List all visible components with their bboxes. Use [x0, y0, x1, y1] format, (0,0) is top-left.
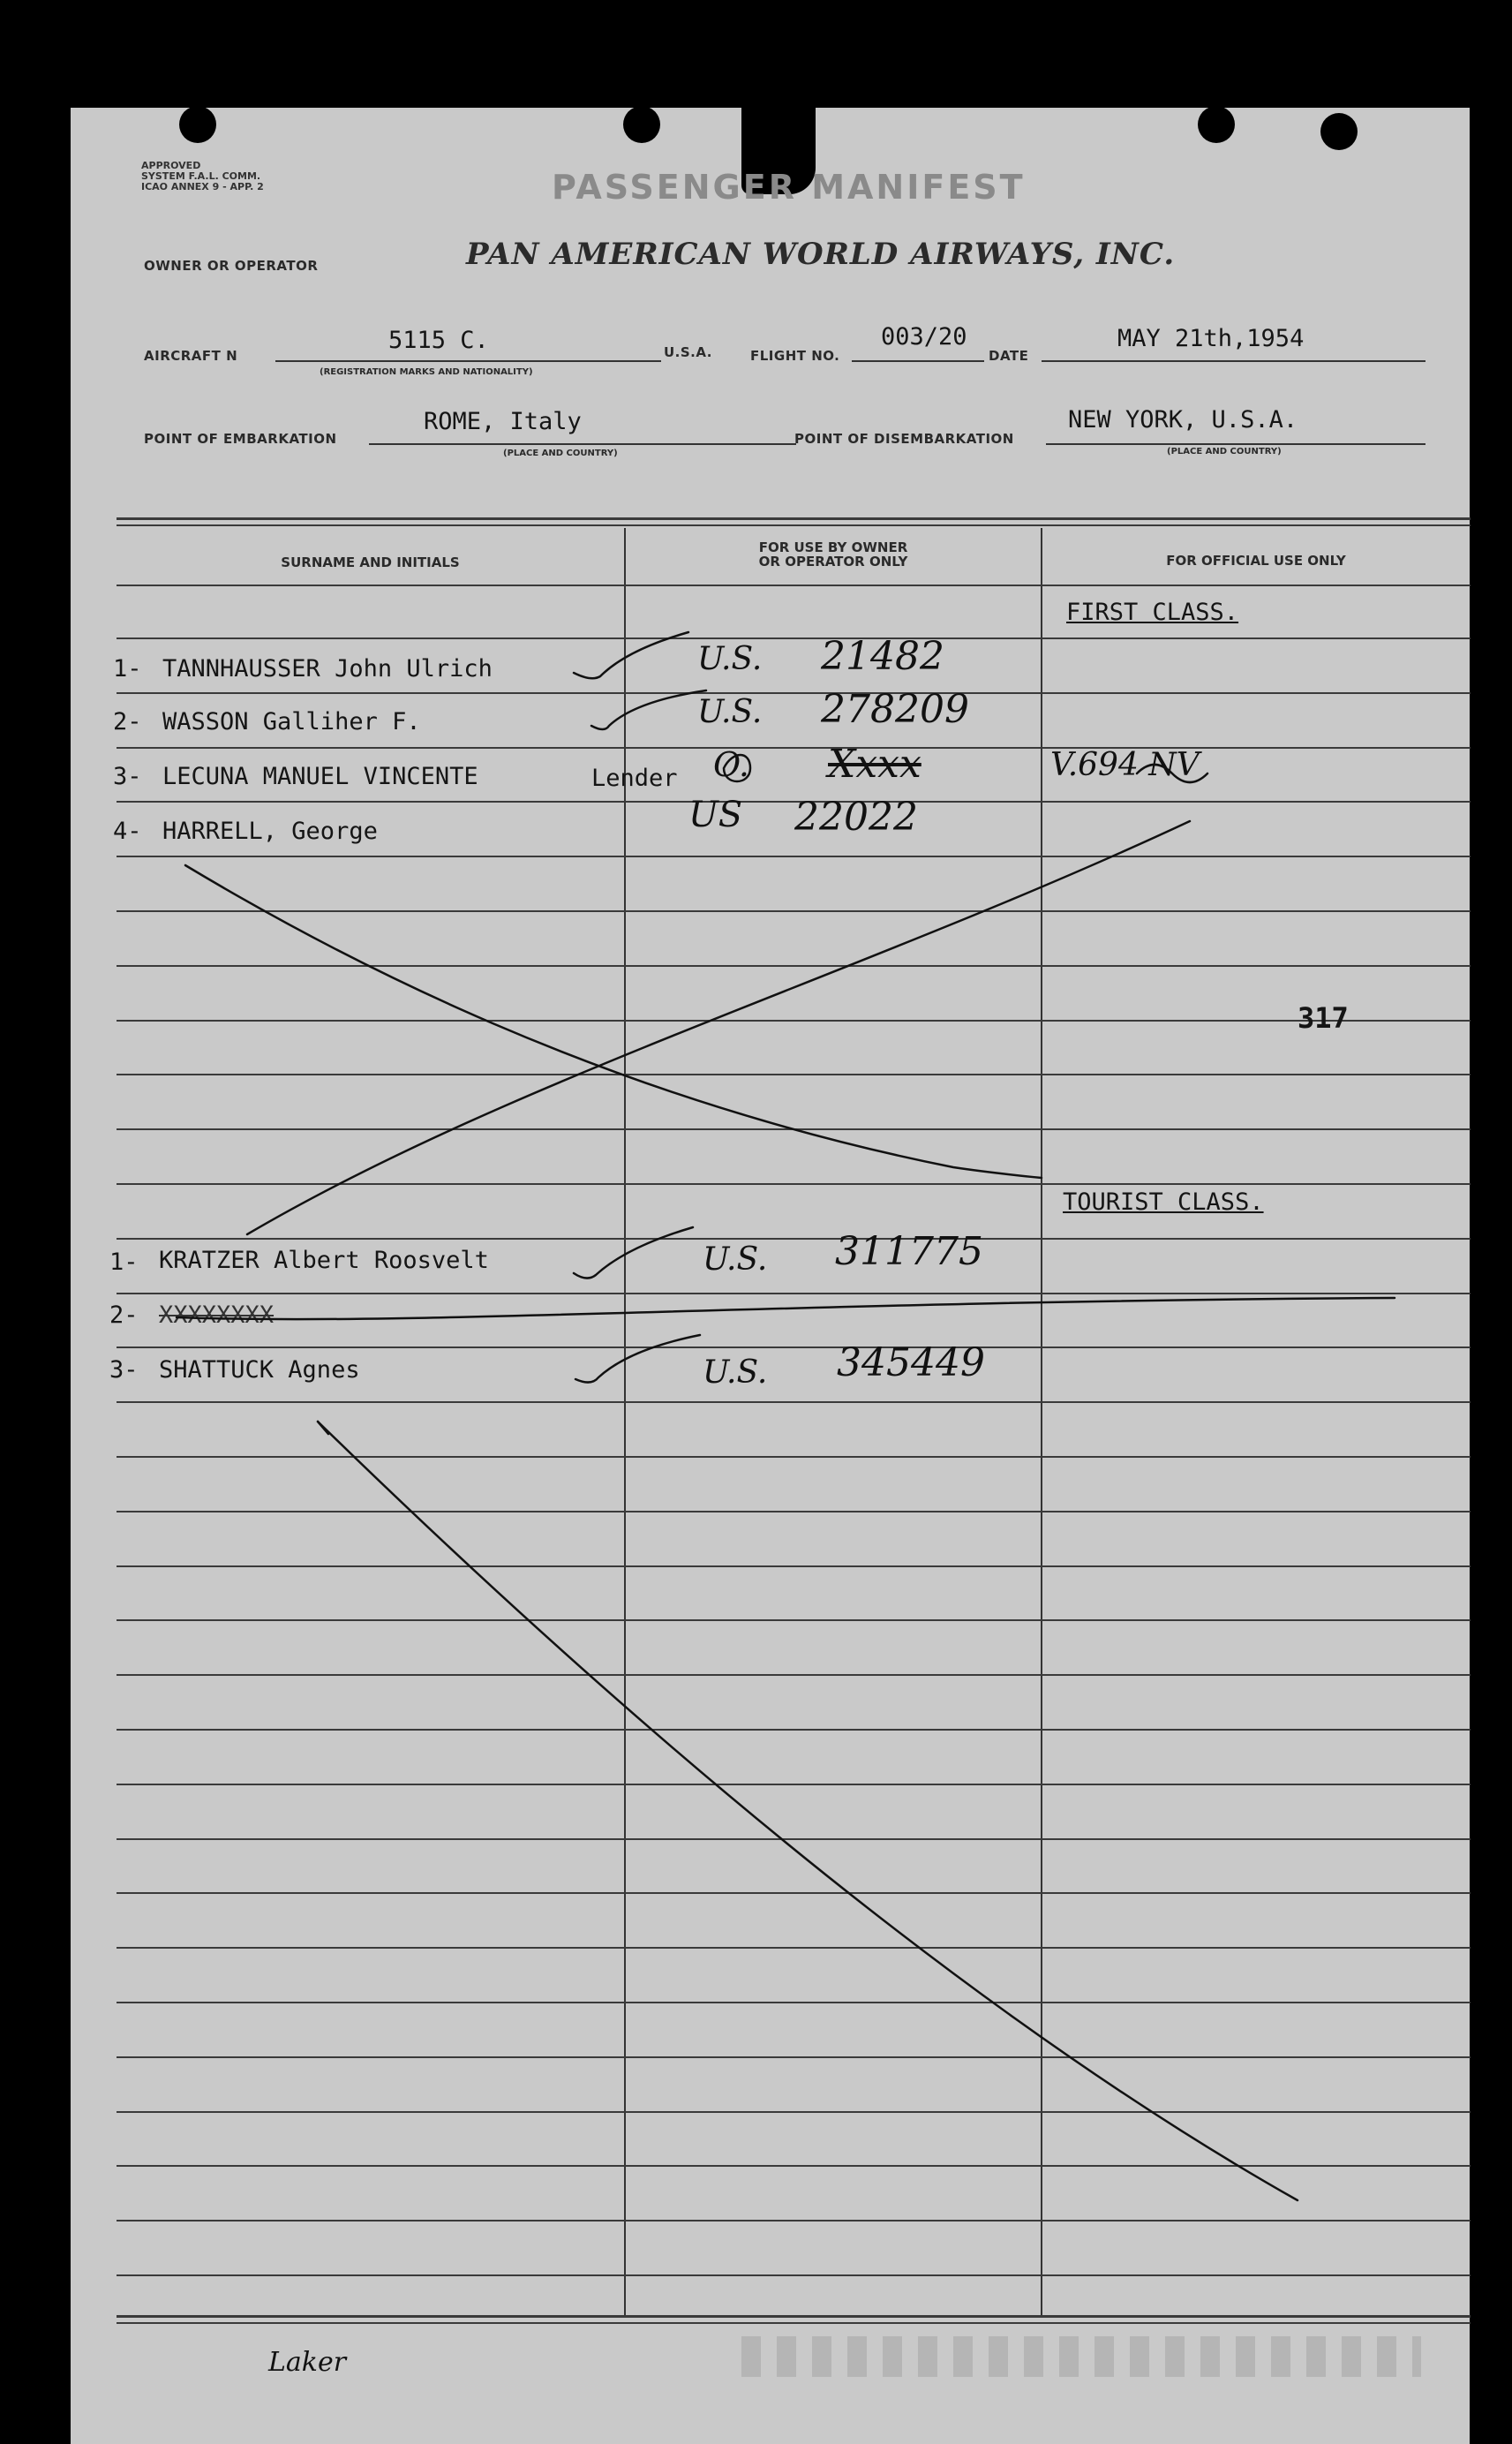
passenger-name: LECUNA MANUEL VINCENTE	[162, 763, 478, 790]
row-number: 1-	[113, 655, 142, 683]
column-heading-operator-line1: FOR USE BY OWNER	[758, 539, 908, 555]
owner-label: OWNER OR OPERATOR	[144, 258, 319, 274]
stamp-line: SYSTEM F.A.L. COMM.	[141, 170, 261, 182]
stamp-line: APPROVED	[141, 160, 201, 171]
row-number: 3-	[113, 763, 142, 790]
footer-stamp-smudge	[741, 2336, 1421, 2377]
side-number: 317	[1298, 1001, 1349, 1035]
nationality: US	[688, 795, 743, 835]
cancel-cross-line	[247, 821, 1190, 1234]
check-mark	[574, 632, 688, 678]
flight-value: 003/20	[881, 323, 967, 351]
manifest-sheet	[71, 108, 1470, 2444]
check-mark	[591, 690, 706, 729]
passport-number: 22022	[794, 795, 918, 840]
footer-signature: Laker	[268, 2347, 347, 2378]
document-title: PASSENGER MANIFEST	[552, 168, 1026, 207]
cancel-diagonal-line	[318, 1422, 1298, 2200]
passenger-name: WASSON Galliher F.	[162, 708, 421, 735]
scribble	[1137, 765, 1207, 782]
passenger-extra: Lender	[591, 765, 678, 792]
registration-caption: (REGISTRATION MARKS AND NATIONALITY)	[320, 367, 533, 377]
row-number: 4-	[113, 818, 142, 845]
official-note: V.694 NV	[1050, 747, 1200, 783]
row-number: 2-	[109, 1301, 139, 1329]
row-number: 2-	[113, 708, 142, 735]
aircraft-label: AIRCRAFT N	[144, 348, 238, 364]
stamp-line: ICAO ANNEX 9 - APP. 2	[141, 181, 264, 192]
disembarkation-caption: (PLACE AND COUNTRY)	[1167, 447, 1282, 456]
disembarkation-label: POINT OF DISEMBARKATION	[794, 431, 1014, 447]
flight-label: FLIGHT NO.	[750, 348, 840, 364]
check-mark	[575, 1335, 700, 1383]
disembarkation-value: NEW YORK, U.S.A.	[1068, 406, 1298, 434]
handwritten-strokes	[71, 108, 1470, 2444]
usa-label: U.S.A.	[664, 344, 712, 360]
aircraft-value: 5115 C.	[388, 327, 489, 354]
embarkation-value: ROME, Italy	[424, 408, 582, 435]
tourist-class-heading: TOURIST CLASS.	[1063, 1188, 1264, 1216]
check-mark	[574, 1227, 693, 1279]
passport-number: 311775	[835, 1229, 983, 1274]
passenger-name: TANNHAUSSER John Ulrich	[162, 655, 493, 683]
column-heading-official: FOR OFFICIAL USE ONLY	[1166, 553, 1346, 569]
scribble	[724, 755, 750, 781]
cancel-cross-line	[185, 865, 1042, 1178]
embarkation-caption: (PLACE AND COUNTRY)	[503, 449, 618, 458]
passenger-name: KRATZER Albert Roosvelt	[159, 1247, 489, 1274]
passport-number: Xxxx	[828, 742, 921, 787]
first-class-heading: FIRST CLASS.	[1066, 599, 1239, 626]
nationality: U.S.	[703, 1354, 768, 1391]
date-label: DATE	[989, 348, 1029, 364]
date-value: MAY 21th,1954	[1117, 325, 1305, 352]
column-heading-name: SURNAME AND INITIALS	[281, 554, 460, 570]
row-number: 3-	[109, 1356, 139, 1384]
cancel-diagonal-line	[318, 1422, 328, 1434]
nationality: U.S.	[697, 694, 763, 730]
passport-number: 278209	[821, 687, 969, 732]
nationality: O.	[713, 745, 750, 784]
passenger-name: SHATTUCK Agnes	[159, 1356, 360, 1384]
nationality: U.S.	[697, 641, 763, 677]
nationality: U.S.	[703, 1241, 768, 1278]
embarkation-label: POINT OF EMBARKATION	[144, 431, 337, 447]
owner-name: PAN AMERICAN WORLD AIRWAYS, INC.	[466, 237, 1176, 272]
strike-line	[177, 1298, 1395, 1319]
passenger-name: XXXXXXXX	[159, 1301, 275, 1329]
column-heading-operator-line2: OR OPERATOR ONLY	[758, 554, 908, 570]
passport-number: 345449	[837, 1340, 985, 1385]
row-number: 1-	[109, 1248, 139, 1276]
passenger-name: HARRELL, George	[162, 818, 378, 845]
passport-number: 21482	[821, 634, 944, 679]
